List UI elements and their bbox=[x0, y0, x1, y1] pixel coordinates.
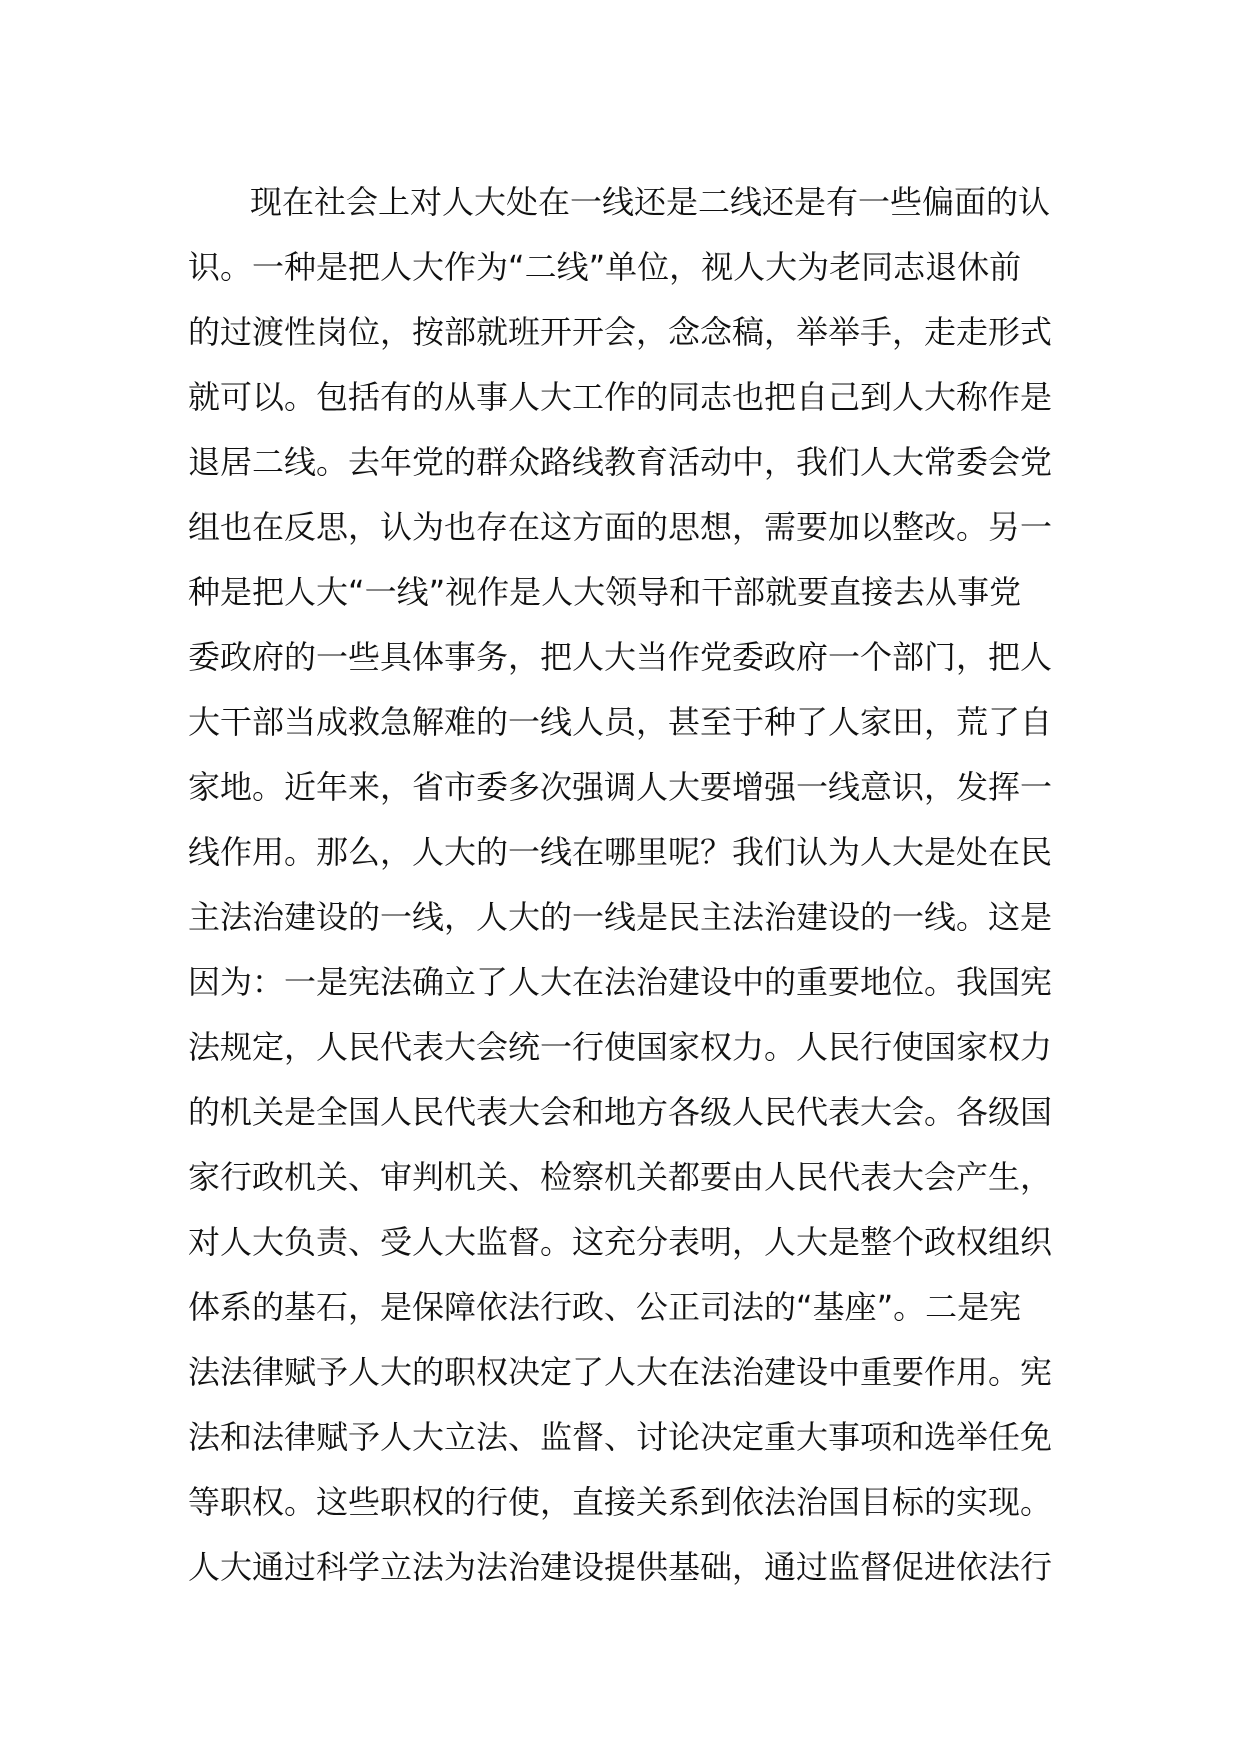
text-line: 人大通过科学立法为法治建设提供基础，通过监督促进依法行 bbox=[188, 1548, 1053, 1586]
text-line: 的机关是全国人民代表大会和地方各级人民代表大会。各级国 bbox=[188, 1093, 1053, 1131]
text-line: 对人大负责、受人大监督。这充分表明，人大是整个政权组织 bbox=[188, 1223, 1053, 1261]
text-line: 主法治建设的一线，人大的一线是民主法治建设的一线。这是 bbox=[188, 898, 1053, 936]
text-line: 法规定，人民代表大会统一行使国家权力。人民行使国家权力 bbox=[188, 1028, 1053, 1066]
text-line: 的过渡性岗位，按部就班开开会，念念稿，举举手，走走形式 bbox=[188, 313, 1053, 351]
text-line: 组也在反思，认为也存在这方面的思想，需要加以整改。另一 bbox=[188, 508, 1053, 546]
text-line: 家地。近年来，省市委多次强调人大要增强一线意识，发挥一 bbox=[188, 768, 1053, 806]
text-line: 种是把人大“一线”视作是人大领导和干部就要直接去从事党 bbox=[188, 573, 1022, 611]
text-line: 体系的基石，是保障依法行政、公正司法的“基座”。二是宪 bbox=[188, 1288, 1022, 1326]
text-line: 因为：一是宪法确立了人大在法治建设中的重要地位。我国宪 bbox=[188, 963, 1053, 1001]
text-line: 就可以。包括有的从事人大工作的同志也把自己到人大称作是 bbox=[188, 378, 1053, 416]
text-line: 识。一种是把人大作为“二线”单位，视人大为老同志退休前 bbox=[188, 248, 1022, 286]
text-line: 法和法律赋予人大立法、监督、讨论决定重大事项和选举任免 bbox=[188, 1418, 1053, 1456]
text-line: 线作用。那么，人大的一线在哪里呢？我们认为人大是处在民 bbox=[188, 833, 1053, 871]
text-line: 委政府的一些具体事务，把人大当作党委政府一个部门，把人 bbox=[188, 638, 1053, 676]
text-line: 等职权。这些职权的行使，直接关系到依法治国目标的实现。 bbox=[188, 1483, 1053, 1521]
text-line: 现在社会上对人大处在一线还是二线还是有一些偏面的认 bbox=[250, 183, 1051, 221]
text-line: 家行政机关、审判机关、检察机关都要由人民代表大会产生， bbox=[188, 1158, 1053, 1196]
text-line: 法法律赋予人大的职权决定了人大在法治建设中重要作用。宪 bbox=[188, 1353, 1053, 1391]
text-line: 退居二线。去年党的群众路线教育活动中，我们人大常委会党 bbox=[188, 443, 1053, 481]
text-line: 大干部当成救急解难的一线人员，甚至于种了人家田，荒了自 bbox=[188, 703, 1053, 741]
body-paragraph bbox=[188, 170, 1058, 1600]
